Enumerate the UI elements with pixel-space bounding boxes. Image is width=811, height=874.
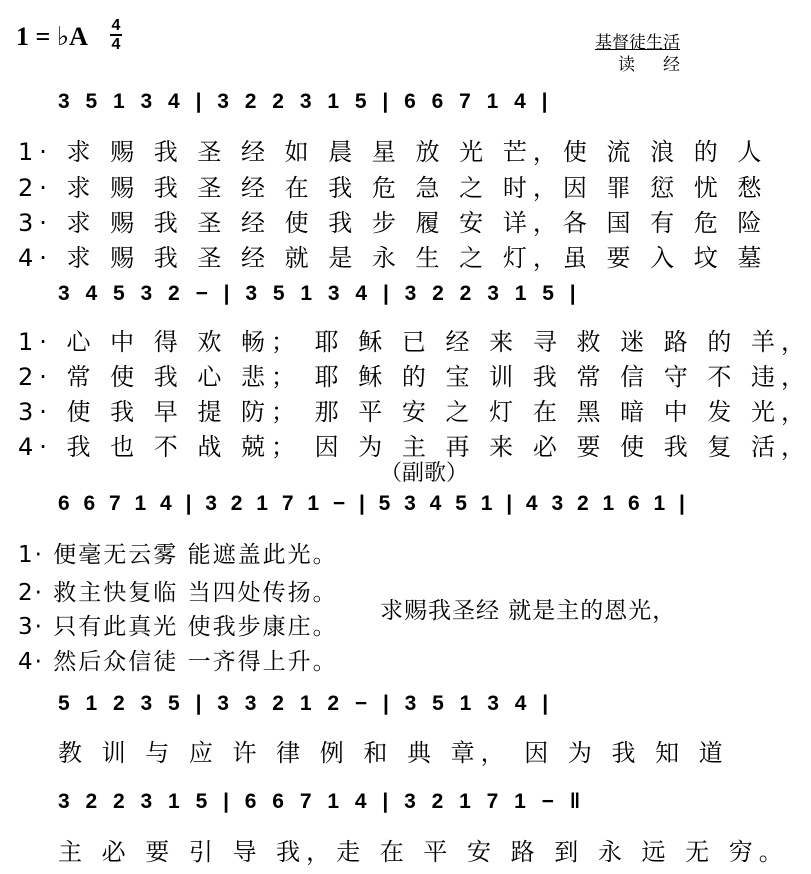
notation-line-4: 5 1 2 3 5 | 3 3 2 1 2 − | 3 5 1 3 4 | — [58, 692, 551, 715]
time-signature — [110, 18, 122, 52]
lyric-line-2-1: 1· 心 中 得 欢 畅； 耶 稣 已 经 来 寻 救 迷 路 的 羊， — [18, 328, 811, 356]
lyric-line-3-3: 3· 只有此真光 使我步康庄。 — [18, 614, 338, 640]
lyric-line-3-4: 4· 然后众信徒 一齐得上升。 — [18, 649, 338, 675]
meter-bottom: 4 — [111, 36, 121, 53]
song-credit — [595, 32, 708, 76]
notation-line-3: 6 6 7 1 4 | 3 2 1 7 1 − | 5 3 4 5 1 | 4 3 2 1 6 1 | — [58, 492, 687, 515]
lyric-line-1-2: 2· 求 赐 我 圣 经 在 我 危 急 之 时，因 罪 愆 忧 愁 — [18, 174, 768, 202]
lyric-line-2-2: 2· 常 使 我 心 悲； 耶 稣 的 宝 训 我 常 信 守 不 违， — [18, 363, 811, 391]
notation-line-5: 3 2 2 3 1 5 | 6 6 7 1 4 | 3 2 1 7 1 − ‖ — [58, 790, 583, 813]
lyric-line-2-3: 3· 使 我 早 提 防； 那 平 安 之 灯 在 黑 暗 中 发 光， — [18, 398, 811, 426]
refrain-lyric: 求赐我圣经 就是主的恩光， — [380, 598, 677, 624]
lyric-line-3-1: 1· 便毫无云雾 能遮盖此光。 — [18, 542, 338, 568]
lyric-line-3-2: 2· 救主快复临 当四处传扬。 — [18, 580, 338, 606]
meter-top: 4 — [111, 17, 121, 34]
lyric-line-4: 教 训 与 应 许 律 例 和 典 章， 因 为 我 知 道 — [58, 739, 729, 767]
lyric-line-5: 主 必 要 引 导 我，走 在 平 安 路 到 永 远 无 穷。 — [58, 838, 789, 866]
key-signature: 1 = ♭A — [16, 22, 88, 51]
song-subtitle: 读经 — [618, 55, 708, 75]
notation-line-1: 3 5 1 3 4 | 3 2 2 3 1 5 | 6 6 7 1 4 | — [58, 90, 550, 113]
chorus-label: （副歌） — [380, 461, 469, 486]
song-title: 基督徒生活 — [595, 33, 680, 53]
lyric-line-1-1: 1· 求 赐 我 圣 经 如 晨 星 放 光 芒，使 流 浪 的 人 — [18, 138, 768, 166]
lyric-line-2-4: 4· 我 也 不 战 兢； 因 为 主 再 来 必 要 使 我 复 活， — [18, 433, 811, 461]
lyric-line-1-4: 4· 求 赐 我 圣 经 就 是 永 生 之 灯，虽 要 入 坟 墓 — [18, 244, 768, 272]
notation-line-2: 3 4 5 3 2 − | 3 5 1 3 4 | 3 2 2 3 1 5 | — [58, 282, 578, 305]
lyric-line-1-3: 3· 求 赐 我 圣 经 使 我 步 履 安 详，各 国 有 危 险 — [18, 209, 768, 237]
